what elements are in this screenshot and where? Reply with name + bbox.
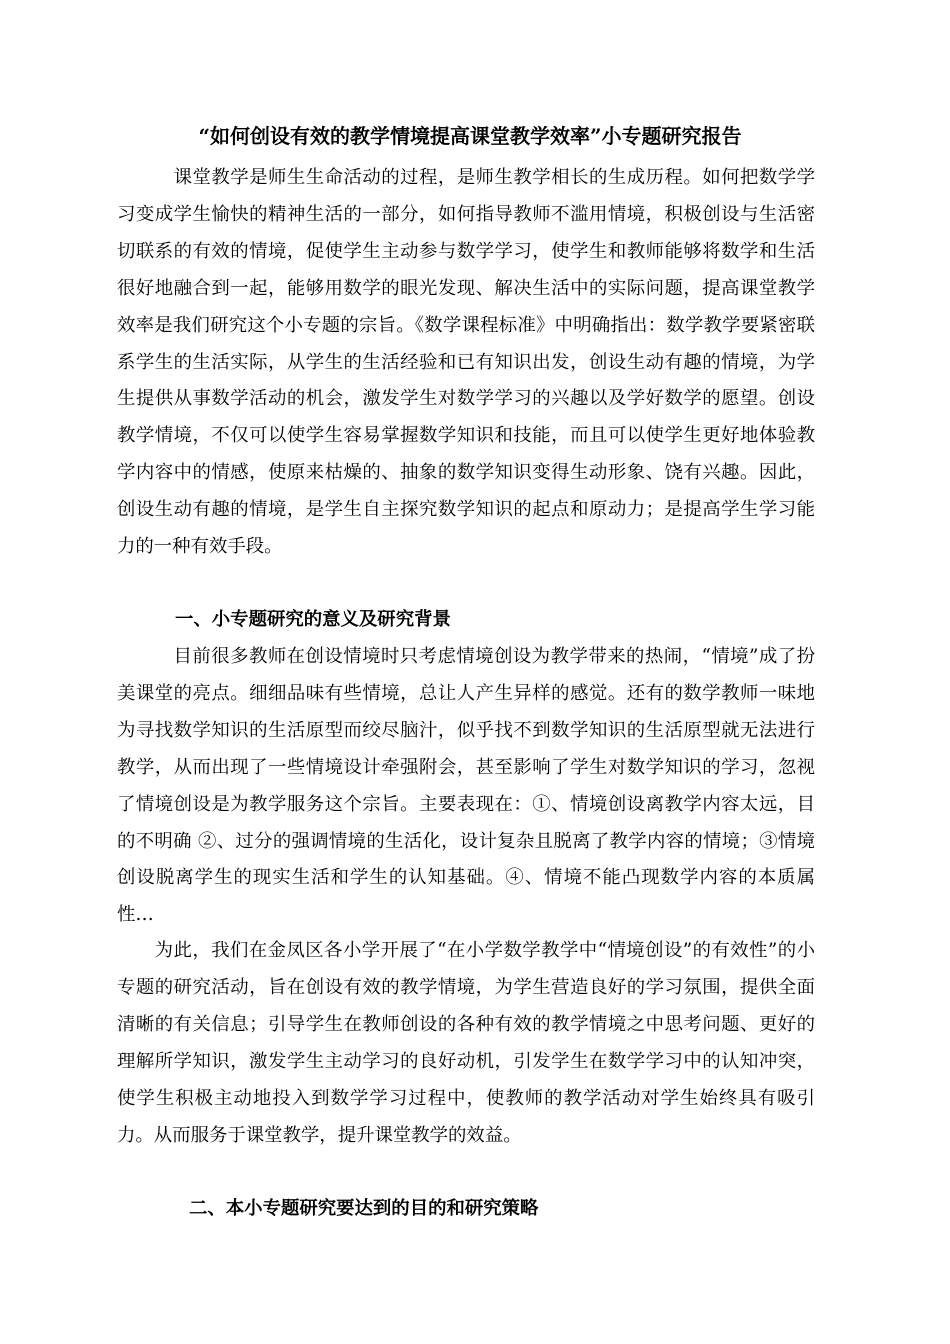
section1-paragraph-1: 目前很多教师在创设情境时只考虑情境创设为教学带来的热闹，“情境”成了扮美课堂的亮点。细细品味有些情境，总让人产生异样的感觉。还有的数学教师一味地为寻找数学知识的生活原型而绞尽脑汁，似乎找不到数学知识的生活原型就无法进行教学，从而出现了一些情境设计牵强附会，甚至影响了学生对数学知识的学习，忽视了情境创设是为教学服务这个宗旨。主要表现在：①、情境创设离教学内容太远，目的不明确 ②、过分的强调情境的生活化，设计复杂且脱离了教学内容的情境；③情境创设脱离学生的现实生活和学生的认知基础。④、情境不能凸现数学内容的本质属性… <box>117 646 815 926</box>
section-heading-1: 一、小专题研究的意义及研究背景 <box>175 609 451 630</box>
section-heading-2: 二、本小专题研究要达到的目的和研究策略 <box>189 1198 539 1219</box>
section1-paragraph-2: 为此，我们在金凤区各小学开展了“在小学数学教学中“情境创设”的有效性”的小专题的研究活动，旨在创设有效的教学情境，为学生营造良好的学习氛围，提供全面清晰的有关信息；引导学生在教师创设的各种有效的教学情境之中思考问题、更好的理解所学知识，激发学生主动学习的良好动机，引发学生在数学学习中的认知冲突，使学生积极主动地投入到数学学习过程中，使教师的教学活动对学生始终具有吸引力。从而服务于课堂教学，提升课堂教学的效益。 <box>117 940 815 1146</box>
document-title: “如何创设有效的教学情境提高课堂教学效率”小专题研究报告 <box>198 124 742 148</box>
intro-paragraph: 课堂教学是师生生命活动的过程，是师生教学相长的生成历程。如何把数学学习变成学生愉快的精神生活的一部分，如何指导教师不滥用情境，积极创设与生活密切联系的有效的情境，促使学生主动参与数学学习，使学生和教师能够将数学和生活很好地融合到一起，能够用数学的眼光发现、解决生活中的实际问题，提高课堂教学效率是我们研究这个小专题的宗旨。《数学课程标准》中明确指出：数学教学要紧密联系学生的生活实际，从学生的生活经验和已有知识出发，创设生动有趣的情境，为学生提供从事数学活动的机会，激发学生对数学学习的兴趣以及学好数学的愿望。创设教学情境，不仅可以使学生容易掌握数学知识和技能，而且可以使学生更好地体验教学内容中的情感，使原来枯燥的、抽象的数学知识变得生动形象、饶有兴趣。因此，创设生动有趣的情境，是学生自主探究数学知识的起点和原动力；是提高学生学习能力的一种有效手段。 <box>117 167 815 558</box>
